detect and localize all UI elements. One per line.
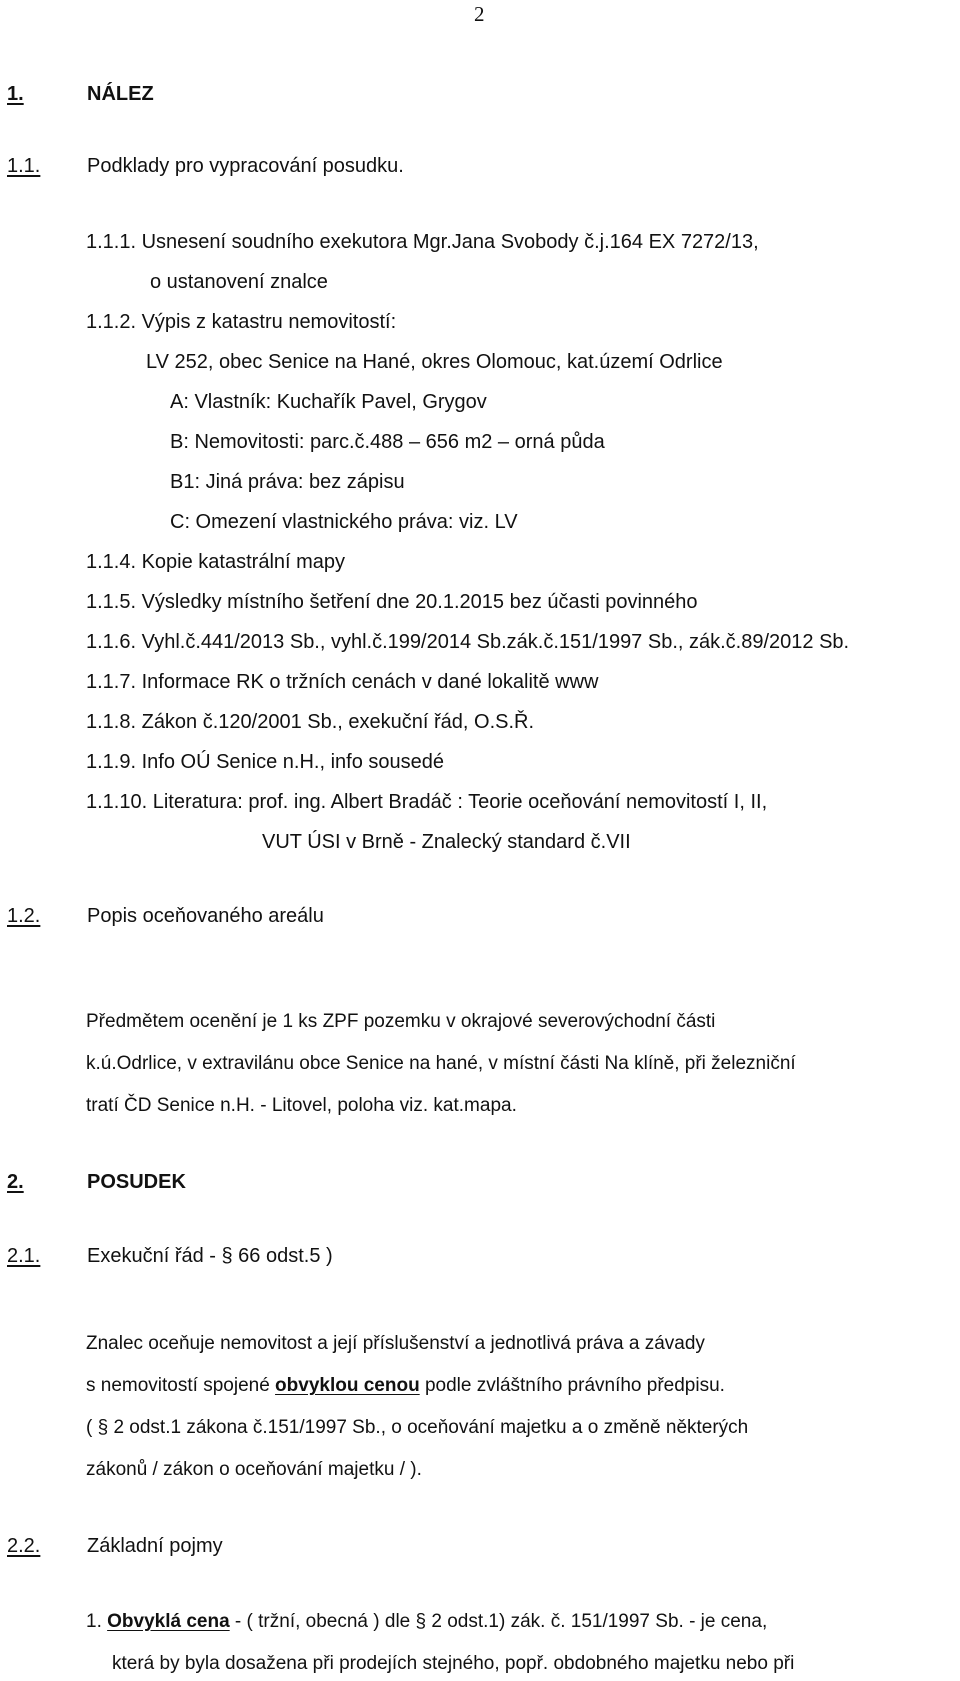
item-1-1-2-lv: LV 252, obec Senice na Hané, okres Olomouc, kat.území Odrlice — [146, 351, 723, 373]
section-title: Popis oceňovaného areálu — [87, 905, 324, 927]
item-1-1-4: 1.1.4. Kopie katastrální mapy — [86, 551, 346, 573]
item-1-1-5: 1.1.5. Výsledky místního šetření dne 20.1.2015 bez účasti povinného — [86, 591, 698, 613]
item-1-1-2: 1.1.2. Výpis z katastru nemovitostí: — [86, 311, 397, 333]
section-2-2-heading — [7, 1534, 257, 1558]
section-title: Exekuční řád - § 66 odst.5 ) — [87, 1245, 333, 1267]
section-1-1-heading — [7, 154, 427, 178]
page-number: 2 — [474, 2, 485, 26]
section-title: POSUDEK — [87, 1171, 186, 1193]
section-number: 2. — [7, 1171, 24, 1193]
item-1-1-1: 1.1.1. Usnesení soudního exekutora Mgr.Jana Svobody č.j.164 EX 7272/13, — [86, 231, 759, 253]
item-1-1-7: 1.1.7. Informace RK o tržních cenách v dané lokalitě www — [86, 671, 599, 693]
definition-line: která by byla dosažena při prodejích stejného, popř. obdobného majetku nebo při — [112, 1653, 795, 1674]
item-1-1-10-cont: VUT ÚSI v Brně - Znalecký standard č.VII — [262, 831, 631, 853]
paragraph-line: Předmětem ocenění je 1 ks ZPF pozemku v okrajové severovýchodní části — [86, 1011, 716, 1032]
item-1-1-2-b1: B1: Jiná práva: bez zápisu — [170, 471, 405, 493]
section-number: 2.2. — [7, 1535, 41, 1557]
paragraph-line: tratí ČD Senice n.H. - Litovel, poloha viz. kat.mapa. — [86, 1095, 517, 1116]
text-run: s nemovitostí spojené — [86, 1375, 276, 1396]
paragraph-line — [86, 1374, 725, 1398]
section-number: 1. — [7, 83, 24, 105]
item-1-1-2-a: A: Vlastník: Kuchařík Pavel, Grygov — [170, 391, 487, 413]
section-number: 2.1. — [7, 1245, 41, 1267]
section-number: 1.2. — [7, 905, 41, 927]
section-2-heading — [7, 1170, 207, 1194]
item-1-1-8: 1.1.8. Zákon č.120/2001 Sb., exekuční řád, O.S.Ř. — [86, 711, 535, 733]
item-1-1-1-cont: o ustanovení znalce — [150, 271, 328, 293]
emphasis-obvyklou-cenou: obvyklou cenou — [275, 1375, 420, 1396]
section-title: Základní pojmy — [87, 1535, 223, 1557]
section-1-2-heading — [7, 904, 367, 928]
section-title: Podklady pro vypracování posudku. — [87, 155, 404, 177]
text-run: - ( tržní, obecná ) dle § 2 odst.1) zák. č. 151/1997 Sb. - je cena, — [229, 1611, 768, 1632]
section-2-1-heading — [7, 1244, 377, 1268]
paragraph-line: k.ú.Odrlice, v extravilánu obce Senice na hané, v místní části Na klíně, při železniční — [86, 1053, 796, 1074]
section-title: NÁLEZ — [87, 83, 154, 105]
text-run: podle zvláštního právního předpisu. — [419, 1375, 725, 1396]
paragraph-line: zákonů / zákon o oceňování majetku / ). — [86, 1459, 422, 1480]
item-1-1-6: 1.1.6. Vyhl.č.441/2013 Sb., vyhl.č.199/2014 Sb.zák.č.151/1997 Sb., zák.č.89/2012 Sb. — [86, 631, 850, 653]
list-number: 1. — [86, 1611, 108, 1632]
section-1-heading — [7, 82, 157, 106]
term-obvykla-cena: Obvyklá cena — [107, 1611, 230, 1632]
paragraph-line: ( § 2 odst.1 zákona č.151/1997 Sb., o oceňování majetku a o změně některých — [86, 1417, 749, 1438]
item-1-1-9: 1.1.9. Info OÚ Senice n.H., info sousedé — [86, 751, 444, 773]
definition-line — [86, 1610, 767, 1634]
item-1-1-2-c: C: Omezení vlastnického práva: viz. LV — [170, 511, 518, 533]
item-1-1-2-b: B: Nemovitosti: parc.č.488 – 656 m2 – orná půda — [170, 431, 605, 453]
section-number: 1.1. — [7, 155, 41, 177]
paragraph-line: Znalec oceňuje nemovitost a její příslušenství a jednotlivá práva a závady — [86, 1333, 705, 1354]
item-1-1-10: 1.1.10. Literatura: prof. ing. Albert Bradáč : Teorie oceňování nemovitostí I, II, — [86, 791, 768, 813]
